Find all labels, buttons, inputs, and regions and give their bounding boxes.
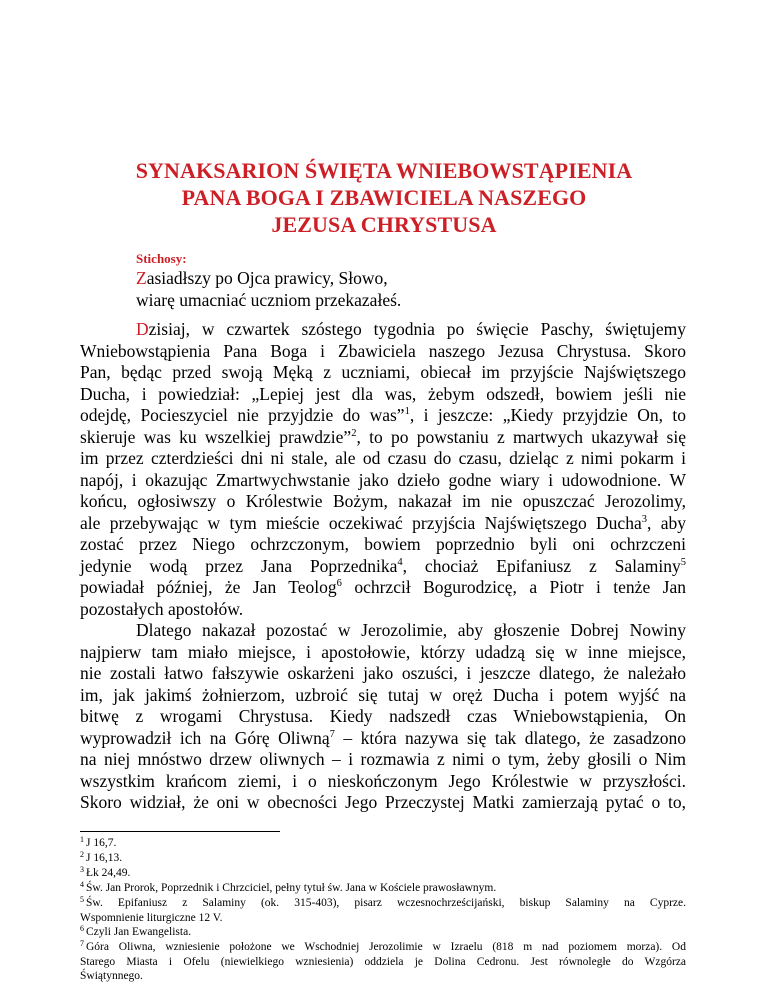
footnote-5-cont: Wspomnienie liturgiczne 12 V. [80,912,223,924]
body-line [80,728,686,750]
footnote-7-cont: Świątynnego. [80,970,143,982]
footnote-text: J 16,13. [86,852,123,864]
footnote-ref[interactable]: 7 [329,728,335,740]
footnote-ref[interactable]: 6 [336,578,342,589]
body-line: zostać przez Niego ochrzczonym, bowiem poprzednio byli oni ochrzczeni [80,534,686,554]
stichosy-label: Stichosy: [136,251,187,266]
footnote-text: Św. Jan Prorok, Poprzednik i Chrzciciel, pełny tytuł św. Jana w Kościele prawosławnym. [86,882,497,894]
body-line [80,405,686,427]
title-line-1: SYNAKSARION ŚWIĘTA WNIEBOWSTĄPIENIA [135,158,633,183]
body-line: pozostałych apostołów. [80,598,244,619]
stichosy-verse [136,268,401,311]
footnote-number: 3 [80,865,84,874]
footnotes [80,836,686,983]
body-line-text: odejdę, Pocieszyciel nie przyjdzie do was” [80,405,405,425]
stichosy-line-1-text: asiadłszy po Ojca prawicy, Słowo, [146,268,388,288]
footnote-text: Czyli Jan Ewangelista. [86,926,192,938]
body-line: bitwę z wrogami Chrystusa. Kiedy nadszedł czas Wniebowstąpienia, On [80,706,686,726]
footnote-text: Góra Oliwna, wzniesienie położone we Wschodniej Jerozolimie w Izraelu (818 m nad poziomem morza). Od [86,941,686,953]
stichosy-line-2: wiarę umacniać uczniom przekazałeś. [136,289,402,310]
body-line-text: powiadał później, że Jan Teolog [80,577,337,597]
body-line-text: jedynie wodą przez Jana Poprzednika [80,555,398,576]
footnote-3 [80,866,686,881]
footnote-7-cont: Starego Miasta i Ofelu (niewielkiego wzniesienia) oddziela je Dolina Cedronu. Jest równoległe do Wzgórza [80,956,686,968]
footnote-number: 1 [80,835,84,844]
footnote-number: 4 [80,880,84,889]
body-line-text: , aby [646,512,686,533]
title-line-3: JEZUSA CHRYSTUSA [271,212,497,237]
body-line: napój, i okazując Zmartwychwstanie jako dzieło godne wiary i udowodnione. W [80,469,686,490]
body-line-text: , to po powstaniu z martwych ukazywał się [356,426,686,447]
body-line-text: – która nazywa się tak dlatego, że zasadzono [334,727,686,748]
body-line-text: zisiaj, w czwartek szóstego tygodnia po święcie Paschy, świętujemy [148,319,686,339]
stichosy-initial: Z [136,268,147,288]
paragraph-initial: D [136,319,149,339]
body-line [80,577,686,599]
body-line: Dlatego nakazał pozostać w Jerozolimie, aby głoszenie Dobrej Nowiny [136,620,686,640]
body-line [80,319,686,341]
body-line: końcu, ogłosiwszy o Królestwie Bożym, nakazał im nie opuszczać Jerozolimy, [80,491,686,511]
footnote-number: 2 [80,850,84,859]
footnote-ref[interactable]: 4 [397,556,403,568]
body-line: wszystkim krańcom ziemi, i o nieskończonym Jego Królestwie w przyszłości. [80,770,686,791]
body-line-text: ale przebywając w tym mieście oczekiwać przyjścia Najświętszego Ducha [80,512,642,533]
footnote-number: 7 [80,939,84,948]
body-line-text: skieruje was ku wszelkiej prawdzie” [80,426,352,447]
footnote-4 [80,881,686,896]
document-title [80,157,688,238]
body-line: na niej mnóstwo drzew oliwnych – i rozmawia z nimi o tym, żeby głosili o Nim [80,749,686,769]
title-line-2: PANA BOGA I ZBAWICIELA NASZEGO [181,185,587,210]
footnote-number: 6 [80,924,84,933]
footnote-separator [80,831,280,832]
body-line: Pan, będąc przed swoją Męką z uczniami, obiecał im przyjście Najświętszego [80,362,686,382]
footnote-ref[interactable]: 3 [641,513,647,525]
footnote-number: 5 [80,895,84,904]
footnote-text: Łk 24,49. [86,867,131,879]
footnote-ref[interactable]: 5 [680,556,686,568]
body-line-text: ochrzcił Bogurodzicę, a Piotr i tenże Jan [341,577,686,597]
body-line: Ducha, i powiedział: „Lepiej jest dla was, żebym odszedł, bowiem jeśli nie [80,383,686,404]
body-line-text: wyprowadził ich na Górę Oliwną [80,727,330,748]
body-line: Wniebowstąpienia Pana Boga i Zbawiciela naszego Jezusa Chrystusa. Skoro [80,340,686,361]
footnote-text: J 16,7. [86,837,117,849]
footnote-ref[interactable]: 2 [351,427,357,439]
stichosy-line-1 [136,268,401,290]
footnote-ref[interactable]: 1 [404,406,410,417]
main-text [80,319,686,814]
body-line: im, jak jakimś żołnierzom, uzbroić się tutaj w oręż Ducha i potem wyjść na [80,684,686,705]
footnote-5 [80,896,686,911]
body-line: nie zostali łatwo fałszywie oskarżeni jako oszuści, i jeszcze dlatego, że należało [80,663,686,683]
footnote-2 [80,851,686,866]
footnote-7 [80,940,686,955]
body-line [80,556,686,578]
body-line: najpierw tam miało miejsce, i apostołowie, którzy udadzą się w inne miejsce, [80,641,686,662]
body-line-text: , chociaż Epifaniusz z Salaminy [402,555,681,576]
footnote-1 [80,836,686,851]
body-line: Skoro widział, że oni w obecności Jego Przeczystej Matki zamierzają pytać o to, [80,792,686,812]
body-line [80,513,686,535]
body-line [80,427,686,449]
body-line: im przez czterdzieści dni ni stale, ale od czasu do czasu, dzieląc z nimi pokarm i [80,448,686,468]
footnote-text: Św. Epifaniusz z Salaminy (ok. 315-403), pisarz wczesnochrześcijański, biskup Salaminy na Cyprze. [86,897,686,909]
footnote-6 [80,925,686,940]
body-line-text: , i jeszcze: „Kiedy przyjdzie On, to [409,405,686,425]
